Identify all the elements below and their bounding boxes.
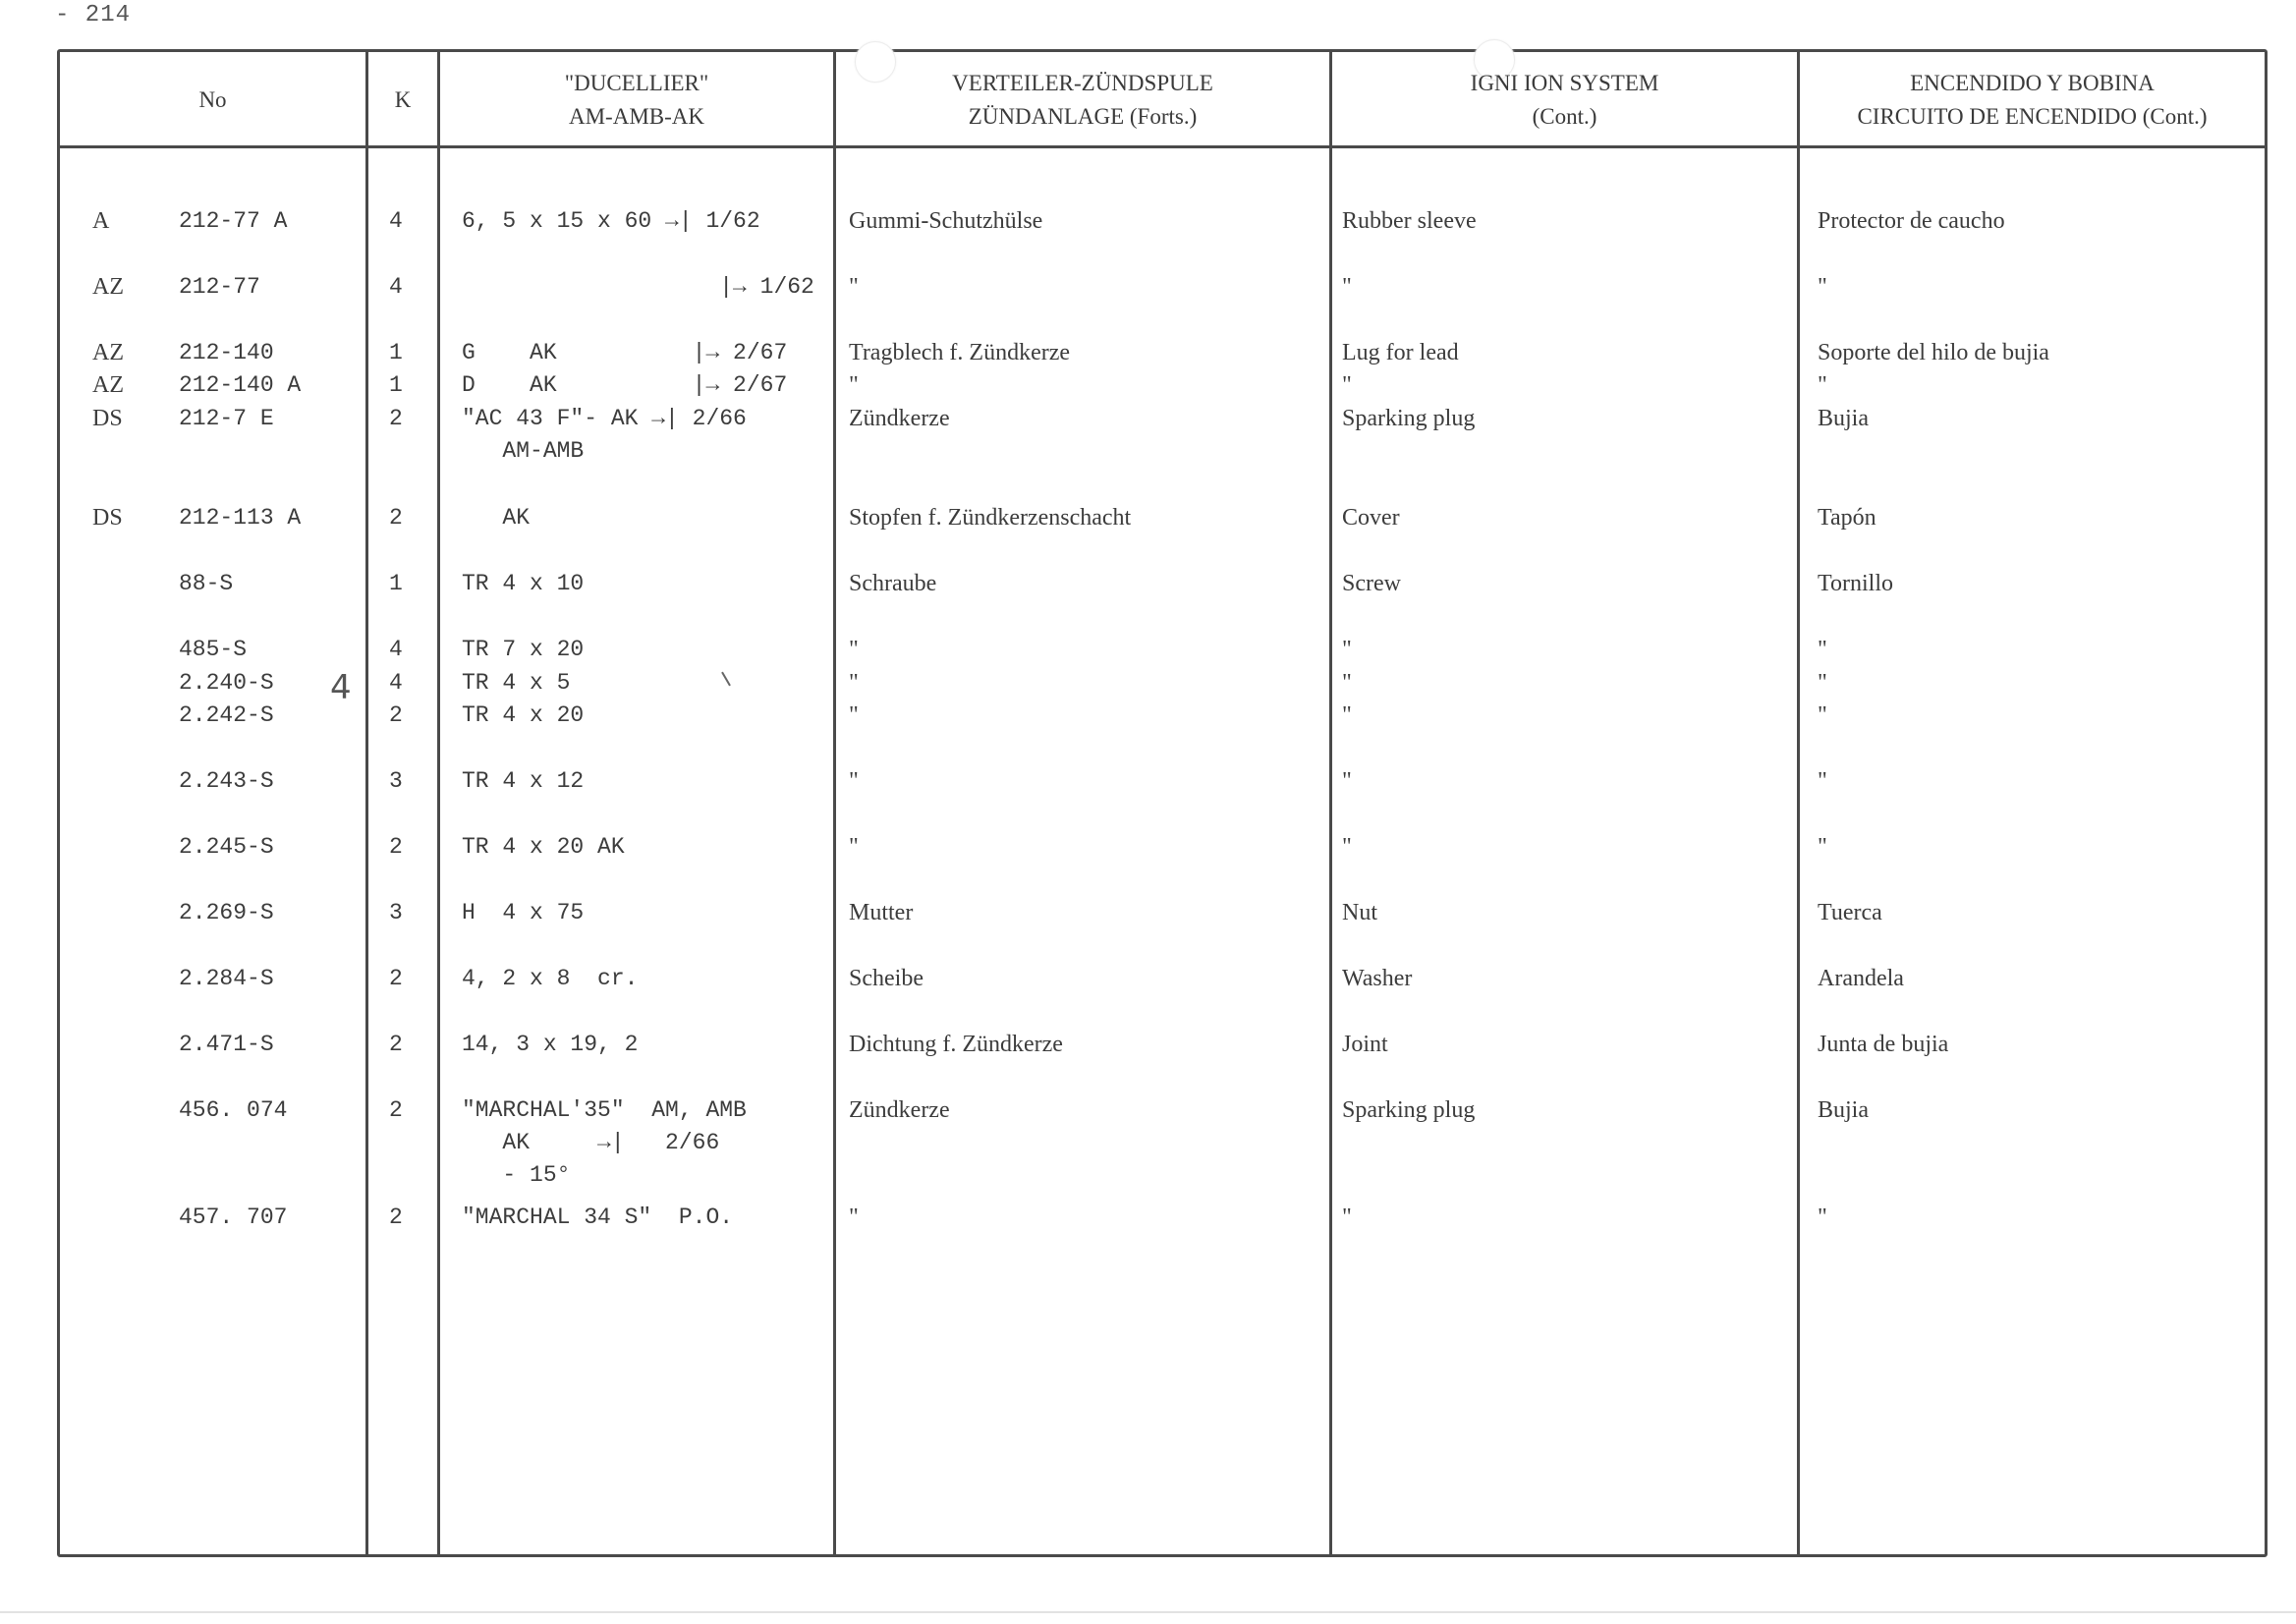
row-part-no: 212-7 E	[179, 406, 274, 431]
row-quantity: 2	[389, 1204, 403, 1230]
row-specification: - 15°	[462, 1162, 571, 1188]
scan-edge	[0, 1611, 2296, 1613]
row-german-description: "	[849, 637, 859, 662]
row-specification: 4, 2 x 8 cr.	[462, 966, 639, 991]
row-specification: D AK |→ 2/67	[462, 372, 788, 398]
row-english-description: Sparking plug	[1342, 1097, 1476, 1123]
row-german-description: "	[849, 274, 859, 300]
row-part-no: 2.471-S	[179, 1032, 274, 1057]
row-german-description: "	[849, 834, 859, 860]
header-german-line2: ZÜNDANLAGE (Forts.)	[968, 104, 1198, 129]
row-specification: TR 7 x 20	[462, 637, 585, 662]
row-english-description: Cover	[1342, 505, 1400, 531]
header-divider	[57, 145, 2268, 148]
row-part-no: 2.269-S	[179, 900, 274, 925]
row-spanish-description: "	[1818, 637, 1827, 662]
row-spanish-description: Tornillo	[1818, 571, 1893, 596]
row-spanish-description: Tuerca	[1818, 900, 1882, 925]
row-spanish-description: "	[1818, 1204, 1827, 1230]
row-quantity: 2	[389, 834, 403, 860]
row-german-description: Dichtung f. Zündkerze	[849, 1032, 1063, 1057]
row-english-description: Nut	[1342, 900, 1377, 925]
row-quantity: 4	[389, 637, 403, 662]
row-german-description: "	[849, 670, 859, 696]
row-specification: TR 4 x 20 AK	[462, 834, 625, 860]
row-part-no: 2.243-S	[179, 768, 274, 794]
row-code: DS	[92, 505, 123, 531]
row-part-no: 2.245-S	[179, 834, 274, 860]
row-english-description: Washer	[1342, 966, 1413, 991]
row-english-description: "	[1342, 1204, 1352, 1230]
column-divider-german-english	[1329, 49, 1332, 1557]
row-quantity: 2	[389, 406, 403, 431]
row-quantity: 3	[389, 900, 403, 925]
row-english-description: Lug for lead	[1342, 340, 1459, 365]
row-specification: "AC 43 F"- AK →| 2/66	[462, 406, 747, 431]
row-part-no: 88-S	[179, 571, 234, 596]
handwritten-note: 4	[330, 668, 352, 707]
row-german-description: Tragblech f. Zündkerze	[849, 340, 1071, 365]
row-english-description: "	[1342, 670, 1352, 696]
row-spanish-description: "	[1818, 670, 1827, 696]
row-specification: TR 4 x 12	[462, 768, 585, 794]
header-german-line1: VERTEILER-ZÜNDSPULE	[952, 71, 1213, 95]
row-part-no: 2.284-S	[179, 966, 274, 991]
row-german-description: Stopfen f. Zündkerzenschacht	[849, 505, 1132, 531]
row-english-description: "	[1342, 834, 1352, 860]
row-german-description: "	[849, 702, 859, 728]
row-part-no: 2.242-S	[179, 702, 274, 728]
row-english-description: Sparking plug	[1342, 406, 1476, 431]
column-divider-english-spanish	[1797, 49, 1800, 1557]
row-german-description: Mutter	[849, 900, 914, 925]
row-german-description: "	[849, 372, 859, 398]
row-part-no: 212-140 A	[179, 372, 302, 398]
header-spanish	[1800, 59, 2265, 141]
row-english-description: Joint	[1342, 1032, 1388, 1057]
row-quantity: 2	[389, 1032, 403, 1057]
row-specification: 6, 5 x 15 x 60 →| 1/62	[462, 208, 760, 234]
row-german-description: Scheibe	[849, 966, 924, 991]
row-quantity: 2	[389, 1097, 403, 1123]
row-english-description: Rubber sleeve	[1342, 208, 1477, 234]
row-spanish-description: Bujia	[1818, 406, 1869, 431]
row-spanish-description: "	[1818, 702, 1827, 728]
row-english-description: "	[1342, 702, 1352, 728]
header-english-line1: IGNI ION SYSTEM	[1470, 71, 1659, 95]
header-english-line2: (Cont.)	[1532, 104, 1597, 129]
row-quantity: 4	[389, 274, 403, 300]
row-german-description: Gummi-Schutzhülse	[849, 208, 1043, 234]
row-specification: |→ 1/62	[462, 274, 814, 300]
row-german-description: "	[849, 1204, 859, 1230]
row-spanish-description: "	[1818, 372, 1827, 398]
row-specification: "MARCHAL 34 S" P.O.	[462, 1204, 734, 1230]
row-specification: TR 4 x 5	[462, 670, 571, 696]
header-spanish-line1: ENCENDIDO Y BOBINA	[1910, 71, 2155, 95]
column-divider-spec-german	[833, 49, 836, 1557]
row-code: AZ	[92, 372, 124, 398]
row-specification: AK →| 2/66	[462, 1130, 720, 1155]
column-divider-no-k	[365, 49, 368, 1557]
row-german-description: Zündkerze	[849, 406, 950, 431]
row-quantity: 4	[389, 670, 403, 696]
row-code: AZ	[92, 340, 124, 365]
header-spanish-line2: CIRCUITO DE ENCENDIDO (Cont.)	[1857, 104, 2208, 129]
header-no-label: No	[198, 87, 227, 112]
row-specification: TR 4 x 10	[462, 571, 585, 596]
row-part-no: 212-77	[179, 274, 260, 300]
header-german	[836, 59, 1329, 141]
row-german-description: Schraube	[849, 571, 937, 596]
row-spanish-description: Soporte del hilo de bujia	[1818, 340, 2049, 365]
row-english-description: Screw	[1342, 571, 1401, 596]
row-specification: H 4 x 75	[462, 900, 585, 925]
row-spanish-description: "	[1818, 274, 1827, 300]
row-quantity: 2	[389, 966, 403, 991]
row-code: DS	[92, 406, 123, 431]
row-part-no: 212-140	[179, 340, 274, 365]
row-specification: 14, 3 x 19, 2	[462, 1032, 639, 1057]
row-part-no: 457. 707	[179, 1204, 288, 1230]
row-code: A	[92, 208, 110, 234]
row-spanish-description: Junta de bujia	[1818, 1032, 1949, 1057]
row-part-no: 485-S	[179, 637, 248, 662]
header-ducellier-line1: "DUCELLIER"	[564, 71, 709, 95]
row-spanish-description: Protector de caucho	[1818, 208, 2005, 234]
page-number: - 214	[55, 2, 132, 28]
row-specification: TR 4 x 20	[462, 702, 585, 728]
row-part-no: 212-77 A	[179, 208, 288, 234]
header-ducellier	[440, 59, 833, 141]
column-divider-k-spec	[437, 49, 440, 1557]
row-specification: "MARCHAL'35" AM, AMB	[462, 1097, 747, 1123]
row-spanish-description: "	[1818, 768, 1827, 794]
row-quantity: 4	[389, 208, 403, 234]
row-quantity: 2	[389, 702, 403, 728]
row-specification: G AK |→ 2/67	[462, 340, 788, 365]
row-spanish-description: Bujia	[1818, 1097, 1869, 1123]
row-part-no: 456. 074	[179, 1097, 288, 1123]
row-quantity: 2	[389, 505, 403, 531]
header-k	[368, 59, 437, 141]
row-spanish-description: Tapón	[1818, 505, 1876, 531]
row-english-description: "	[1342, 372, 1352, 398]
row-part-no: 212-113 A	[179, 505, 302, 531]
header-no	[60, 59, 365, 141]
header-english	[1332, 59, 1797, 141]
row-quantity: 3	[389, 768, 403, 794]
row-english-description: "	[1342, 637, 1352, 662]
row-specification: AM-AMB	[462, 438, 585, 464]
header-ducellier-line2: AM-AMB-AK	[569, 104, 704, 129]
row-quantity: 1	[389, 571, 403, 596]
row-part-no: 2.240-S	[179, 670, 274, 696]
row-specification: AK	[462, 505, 531, 531]
row-spanish-description: Arandela	[1818, 966, 1904, 991]
row-german-description: Zündkerze	[849, 1097, 950, 1123]
row-german-description: "	[849, 768, 859, 794]
row-english-description: "	[1342, 274, 1352, 300]
row-spanish-description: "	[1818, 834, 1827, 860]
row-code: AZ	[92, 274, 124, 300]
row-english-description: "	[1342, 768, 1352, 794]
header-k-label: K	[394, 87, 412, 112]
row-quantity: 1	[389, 372, 403, 398]
row-quantity: 1	[389, 340, 403, 365]
